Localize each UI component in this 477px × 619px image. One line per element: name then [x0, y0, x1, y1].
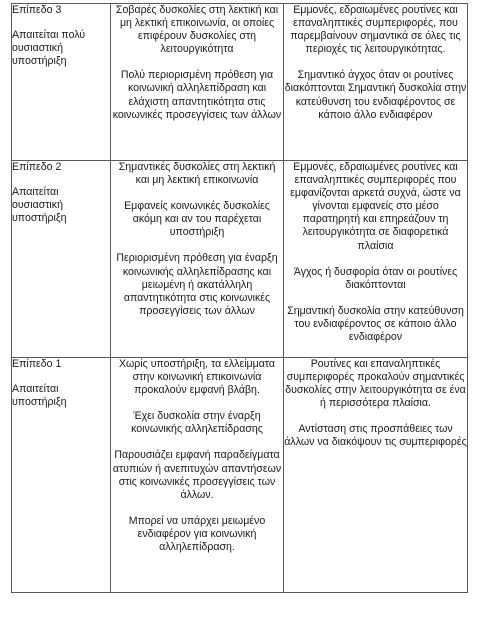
table-row-level-3: [12, 4, 468, 161]
level-title: Επίπεδο 1: [12, 358, 62, 370]
communication-item: Περιορισμένη πρόθεση για έναρξη κοινωνικής αλληλεπίδρασης και μειωμένη ή ακατάλληλη απαντητικότητα στις κοινωνικές προσεγγίσεις των άλλων: [116, 252, 278, 317]
behavior-item: Εμμονές, εδραιωμένες ρουτίνες και επαναληπτικές συμπεριφορές, που παρεμβαίνουν σημαντικά σε όλες τις περιοχές τις λειτουργικότητας.: [290, 4, 461, 56]
behavior-item: Αντίσταση στις προσπάθειες των άλλων να διακόψουν τις συμπεριφορές: [284, 423, 467, 449]
level-cell: [12, 161, 111, 358]
support-requirement: Απαιτείται πολύ ουσιαστική υποστήριξη: [12, 29, 86, 68]
social-communication-cell: [111, 161, 284, 358]
restricted-behaviors-cell: [284, 4, 468, 161]
support-requirement: Απαιτείται υποστήριξη: [12, 383, 67, 409]
severity-levels-table: [11, 3, 468, 593]
social-communication-cell: [111, 358, 284, 593]
behavior-item: Σημαντικό άγχος όταν οι ρουτίνες διακόπτονται Σημαντική δυσκολία στην κατεύθυνση του ενδιαφέροντος σε κάποιο άλλο ενδιαφέρον: [284, 69, 467, 121]
table-row-level-1: [12, 358, 468, 593]
communication-item: Παρουσιάζει εμφανή παραδείγματα ατυπιών ή ανεπιτυχών απαντήσεων στις κοινωνικές προσεγγίσεις των άλλων.: [112, 449, 282, 501]
behavior-item: Άγχος ή δυσφορία όταν οι ρουτίνες διακόπτονται: [293, 265, 458, 291]
communication-item: Χωρίς υποστήριξη, τα ελλείμματα στην κοινωνική επικοινωνία προκαλούν εμφανή βλάβη.: [118, 358, 276, 397]
restricted-behaviors-cell: [284, 161, 468, 358]
behavior-item: Εμμονές, εδραιωμένες ρουτίνες και επαναληπτικές συμπεριφορές που εμφανίζονται αρκετά συχνά, ώστε να γίνονται εμφανείς στο μέσο παρατηρητή και επηρεάζουν τη λειτουργικότητα σε διαφορετικά πλαίσια: [290, 161, 461, 252]
communication-item: Μπορεί να υπάρχει μειωμένο ενδιαφέρον για κοινωνική αλληλεπίδραση.: [128, 514, 266, 554]
support-requirement: Απαιτείται ουσιαστική υποστήριξη: [12, 186, 67, 225]
communication-item: Σημαντικές δυσκολίες στη λεκτική και μη λεκτική επικοινωνία: [118, 161, 276, 187]
restricted-behaviors-cell: [284, 358, 468, 593]
table-row-level-2: [12, 161, 468, 358]
level-cell: [12, 358, 111, 593]
communication-item: Έχει δυσκολία στην έναρξη κοινωνικής αλληλεπίδρασης: [131, 410, 263, 436]
communication-item: Εμφανείς κοινωνικές δυσκολίες ακόμη και αν του παρέχεται υποστήριξη: [124, 200, 270, 239]
level-title: Επίπεδο 2: [12, 161, 62, 173]
social-communication-cell: [111, 4, 284, 161]
behavior-item: Ρουτίνες και επαναληπτικές συμπεριφορές προκαλούν σημαντικές δυσκολίες στην λειτουργικότητα σε ένα ή περισσότερα πλαίσια.: [285, 358, 466, 410]
communication-item: Σοβαρές δυσκολίες στη λεκτική και μη λεκτική επικοινωνία, οι οποίες επιφέρουν δυσκολίες στη λειτουργικότητα: [115, 4, 279, 56]
level-cell: [12, 4, 111, 161]
behavior-item: Σημαντική δυσκολία στην κατεύθυνση του ενδιαφέροντος σε κάποιο άλλο ενδιαφέρον: [287, 304, 464, 344]
communication-item: Πολύ περιορισμένη πρόθεση για κοινωνική αλληλεπίδραση και ελάχιστη απαντητικότητα στις κοινωνικές προσεγγίσεις των άλλων: [112, 69, 282, 121]
level-title: Επίπεδο 3: [12, 4, 62, 16]
